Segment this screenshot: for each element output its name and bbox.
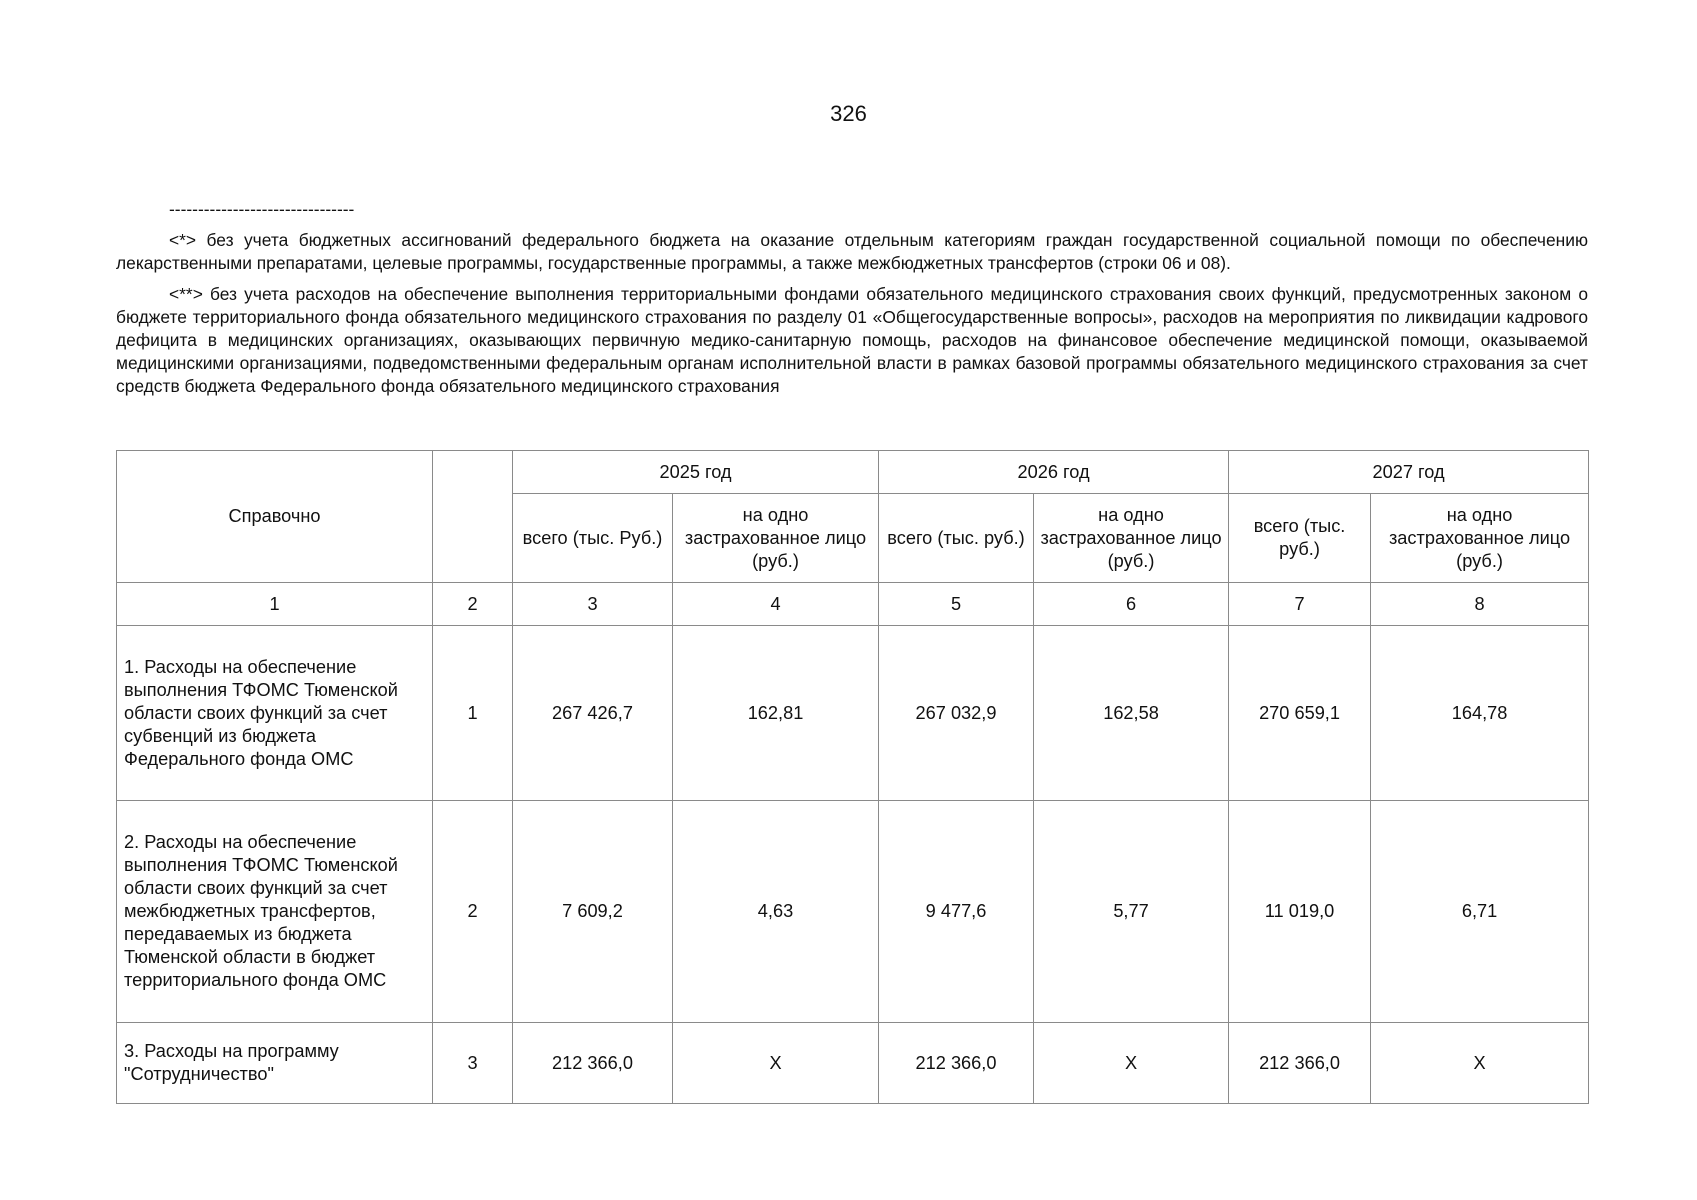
column-number: 8 — [1371, 583, 1589, 626]
cell-per-person-2026: Х — [1034, 1023, 1229, 1104]
cell-per-person-2026: 5,77 — [1034, 801, 1229, 1023]
header-year-2025: 2025 год — [513, 451, 879, 494]
cell-per-person-2025: 162,81 — [673, 626, 879, 801]
column-number: 1 — [117, 583, 433, 626]
footnote-1: <*> без учета бюджетных ассигнований федерального бюджета на оказание отдельным категориям граждан государственной социальной помощи по обеспечению лекарственными препаратами, целевые программы, государственные программы, а также межбюджетных трансфертов (строки 06 и 08). — [116, 230, 1588, 273]
table-row — [117, 626, 1589, 801]
table-header-years — [117, 451, 1589, 494]
header-year-2026: 2026 год — [879, 451, 1229, 494]
cell-total-2026: 267 032,9 — [879, 626, 1034, 801]
header-per-person-2027: на одно застрахованное лицо (руб.) — [1371, 494, 1589, 583]
footnote-2: <**> без учета расходов на обеспечение выполнения территориальными фондами обязательного медицинского страхования своих функций, предусмотренных законом о бюджете территориального фонда обязательного медицинского страхования по разделу 01 «Общегосударственные вопросы», расходов на мероприятия по ликвидации кадрового дефицита в медицинских организациях, оказывающих первичную медико-санитарную помощь, расходов на финансовое обеспечение медицинской помощи, оказываемой медицинскими организациями, подведомственными федеральным органам исполнительной власти в рамках базовой программы обязательного медицинского страхования за счет средств бюджета Федерального фонда обязательного медицинского страхования — [116, 284, 1588, 396]
header-number-column — [433, 451, 513, 583]
cell-total-2027: 11 019,0 — [1229, 801, 1371, 1023]
cell-per-person-2025: 4,63 — [673, 801, 879, 1023]
row-number: 2 — [433, 801, 513, 1023]
cell-total-2025: 267 426,7 — [513, 626, 673, 801]
column-number: 7 — [1229, 583, 1371, 626]
column-number: 2 — [433, 583, 513, 626]
row-label: 2. Расходы на обеспечение выполнения ТФОМС Тюменской области своих функций за счет межбюджетных трансфертов, передаваемых из бюджета Тюменской области в бюджет территориального фонда ОМС — [117, 801, 433, 1023]
header-total-2027: всего (тыс. руб.) — [1229, 494, 1371, 583]
cell-per-person-2025: Х — [673, 1023, 879, 1104]
cell-per-person-2027: 6,71 — [1371, 801, 1589, 1023]
header-year-2027: 2027 год — [1229, 451, 1589, 494]
row-number: 3 — [433, 1023, 513, 1104]
cell-total-2025: 7 609,2 — [513, 801, 673, 1023]
reference-table — [116, 450, 1589, 1104]
cell-total-2026: 212 366,0 — [879, 1023, 1034, 1104]
column-number: 6 — [1034, 583, 1229, 626]
header-per-person-2026: на одно застрахованное лицо (руб.) — [1034, 494, 1229, 583]
column-number: 3 — [513, 583, 673, 626]
header-label: Справочно — [117, 451, 433, 583]
table-row — [117, 1023, 1589, 1104]
cell-total-2027: 270 659,1 — [1229, 626, 1371, 801]
cell-per-person-2027: Х — [1371, 1023, 1589, 1104]
column-number: 5 — [879, 583, 1034, 626]
footnote-separator: -------------------------------- — [169, 199, 355, 219]
header-per-person-2025: на одно застрахованное лицо (руб.) — [673, 494, 879, 583]
header-total-2025: всего (тыс. Руб.) — [513, 494, 673, 583]
row-label: 3. Расходы на программу "Сотрудничество" — [117, 1023, 433, 1104]
page-number: 326 — [830, 101, 867, 126]
cell-per-person-2027: 164,78 — [1371, 626, 1589, 801]
row-label: 1. Расходы на обеспечение выполнения ТФОМС Тюменской области своих функций за счет субвенций из бюджета Федерального фонда ОМС — [117, 626, 433, 801]
cell-total-2026: 9 477,6 — [879, 801, 1034, 1023]
column-number: 4 — [673, 583, 879, 626]
footnotes — [116, 198, 1588, 406]
header-total-2026: всего (тыс. руб.) — [879, 494, 1034, 583]
table-row — [117, 801, 1589, 1023]
cell-total-2025: 212 366,0 — [513, 1023, 673, 1104]
cell-per-person-2026: 162,58 — [1034, 626, 1229, 801]
column-numbers-row — [117, 583, 1589, 626]
row-number: 1 — [433, 626, 513, 801]
cell-total-2027: 212 366,0 — [1229, 1023, 1371, 1104]
